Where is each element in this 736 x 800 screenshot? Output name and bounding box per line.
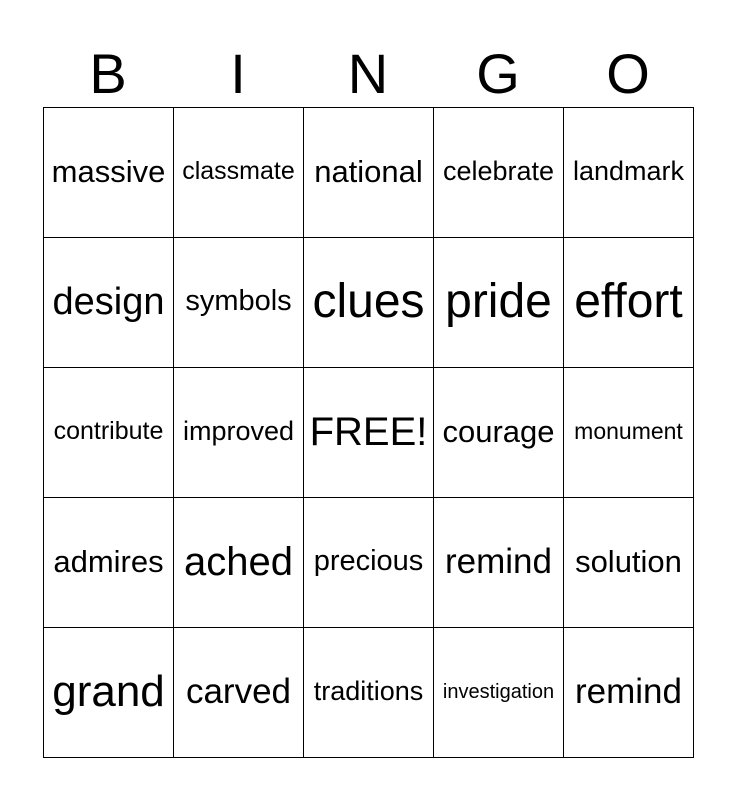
bingo-cell-r5-c1[interactable]: grand <box>44 628 174 758</box>
bingo-cell-r5-c5[interactable]: remind <box>564 628 694 758</box>
bingo-cell-r3-c4[interactable]: courage <box>434 368 564 498</box>
bingo-cell-r2-c5[interactable]: effort <box>564 238 694 368</box>
bingo-cell-r4-c4[interactable]: remind <box>434 498 564 628</box>
bingo-cell-r3-c3-free[interactable]: FREE! <box>304 368 434 498</box>
bingo-cell-r5-c3[interactable]: traditions <box>304 628 434 758</box>
bingo-cell-r5-c2[interactable]: carved <box>174 628 304 758</box>
bingo-cell-r3-c5[interactable]: monument <box>564 368 694 498</box>
bingo-board <box>43 107 694 758</box>
bingo-cell-r1-c5[interactable]: landmark <box>564 108 694 238</box>
bingo-header <box>43 40 693 108</box>
bingo-cell-r2-c3[interactable]: clues <box>304 238 434 368</box>
header-letter-o: O <box>606 42 650 105</box>
bingo-cell-r2-c4[interactable]: pride <box>434 238 564 368</box>
header-letter-g: G <box>476 42 520 105</box>
bingo-cell-r5-c4[interactable]: investigation <box>434 628 564 758</box>
bingo-cell-r2-c2[interactable]: symbols <box>174 238 304 368</box>
bingo-cell-r1-c3[interactable]: national <box>304 108 434 238</box>
bingo-cell-r4-c2[interactable]: ached <box>174 498 304 628</box>
bingo-cell-r1-c1[interactable]: massive <box>44 108 174 238</box>
bingo-cell-r1-c4[interactable]: celebrate <box>434 108 564 238</box>
bingo-cell-r4-c3[interactable]: precious <box>304 498 434 628</box>
bingo-cell-r3-c2[interactable]: improved <box>174 368 304 498</box>
header-letter-i: I <box>230 42 246 105</box>
header-letter-n: N <box>347 42 389 105</box>
bingo-cell-r4-c5[interactable]: solution <box>564 498 694 628</box>
bingo-cell-r2-c1[interactable]: design <box>44 238 174 368</box>
bingo-cell-r4-c1[interactable]: admires <box>44 498 174 628</box>
bingo-cell-r1-c2[interactable]: classmate <box>174 108 304 238</box>
header-letter-b: B <box>89 42 127 105</box>
bingo-cell-r3-c1[interactable]: contribute <box>44 368 174 498</box>
